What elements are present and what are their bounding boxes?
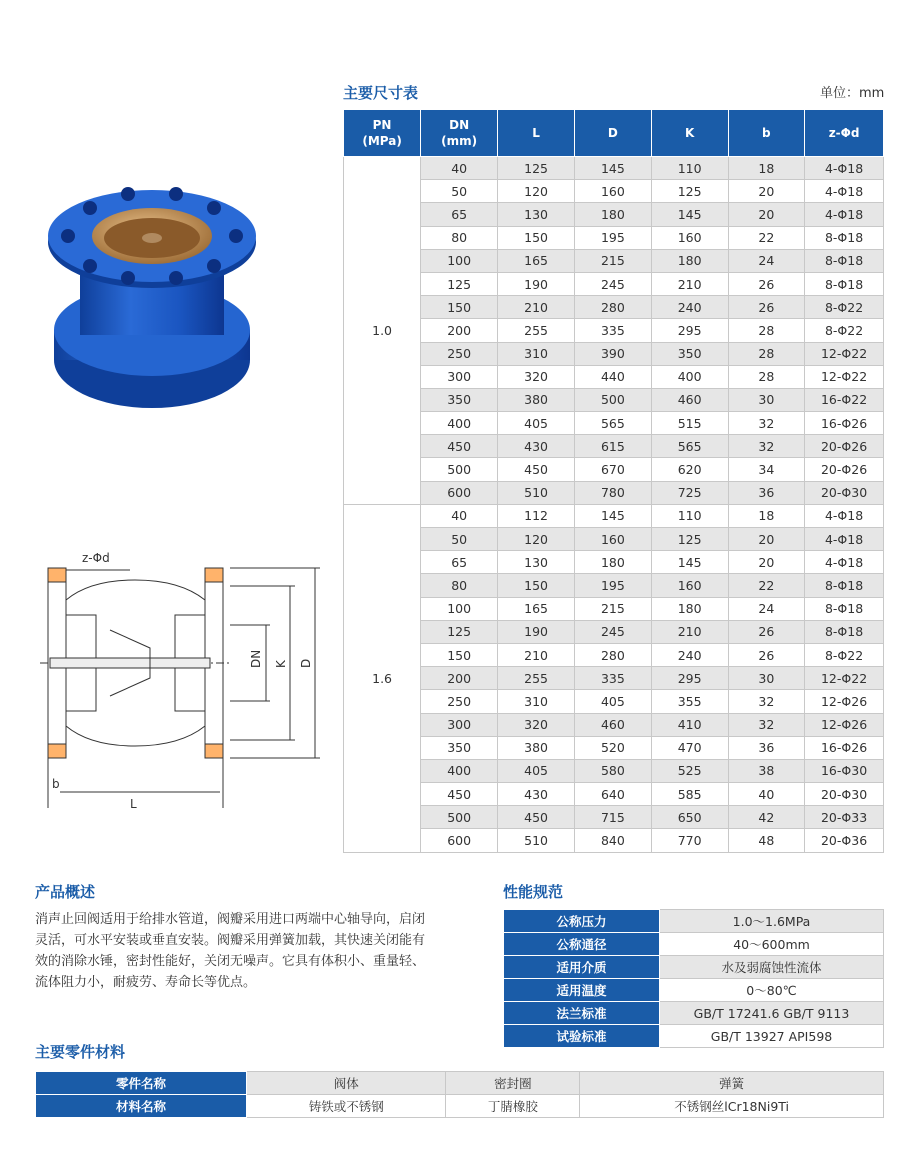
table-cell: 450 bbox=[421, 783, 498, 806]
overview-title: 产品概述 bbox=[35, 883, 96, 901]
table-cell: 245 bbox=[574, 620, 651, 643]
table-cell: 130 bbox=[498, 203, 575, 226]
table-cell: 615 bbox=[574, 435, 651, 458]
table-row bbox=[36, 1095, 884, 1118]
table-cell: 20 bbox=[728, 180, 805, 203]
section-drawing bbox=[30, 540, 330, 830]
table-cell: 400 bbox=[421, 759, 498, 782]
table-cell: 280 bbox=[574, 643, 651, 666]
table-cell: 20-Φ26 bbox=[805, 435, 884, 458]
table-cell: 770 bbox=[651, 829, 728, 852]
table-cell: 36 bbox=[728, 481, 805, 504]
table-row bbox=[344, 574, 884, 597]
overview-line: 效的消除水锤，密封性能好，关闭无噪声。它具有体积小、重量轻、 bbox=[35, 954, 426, 969]
table-cell: 380 bbox=[498, 736, 575, 759]
table-cell: 40 bbox=[421, 157, 498, 180]
table-cell: 40 bbox=[728, 783, 805, 806]
table-row bbox=[504, 1002, 884, 1025]
table-cell: 180 bbox=[574, 551, 651, 574]
table-cell: 32 bbox=[728, 690, 805, 713]
table-cell: 450 bbox=[498, 806, 575, 829]
table-row bbox=[344, 388, 884, 411]
dimension-table bbox=[343, 109, 884, 853]
table-cell: 180 bbox=[651, 249, 728, 272]
material-cell: 不锈钢丝lCr18Ni9Ti bbox=[580, 1095, 884, 1118]
table-cell: 280 bbox=[574, 296, 651, 319]
part-name-cell: 阀体 bbox=[247, 1072, 446, 1095]
table-row bbox=[504, 956, 884, 979]
table-row bbox=[344, 412, 884, 435]
perf-label: 适用温度 bbox=[504, 979, 660, 1002]
table-cell: 640 bbox=[574, 783, 651, 806]
drawing-dn-label: DN bbox=[249, 649, 263, 668]
table-cell: 715 bbox=[574, 806, 651, 829]
drawing-zd-label: z-Φd bbox=[82, 551, 110, 565]
table-cell: 32 bbox=[728, 435, 805, 458]
table-cell: 12-Φ22 bbox=[805, 365, 884, 388]
table-cell: 8-Φ18 bbox=[805, 597, 884, 620]
table-cell: 40 bbox=[421, 504, 498, 527]
table-cell: 48 bbox=[728, 829, 805, 852]
table-cell: 245 bbox=[574, 272, 651, 295]
table-cell: 250 bbox=[421, 690, 498, 713]
materials-title: 主要零件材料 bbox=[35, 1043, 126, 1061]
table-cell: 4-Φ18 bbox=[805, 528, 884, 551]
table-cell: 24 bbox=[728, 597, 805, 620]
table-cell: 310 bbox=[498, 342, 575, 365]
table-cell: 28 bbox=[728, 365, 805, 388]
table-cell: 405 bbox=[574, 690, 651, 713]
table-cell: 240 bbox=[651, 296, 728, 319]
table-cell: 165 bbox=[498, 597, 575, 620]
table-cell: 20 bbox=[728, 528, 805, 551]
table-cell: 320 bbox=[498, 713, 575, 736]
table-cell: 160 bbox=[651, 574, 728, 597]
table-cell: 160 bbox=[651, 226, 728, 249]
table-cell: 350 bbox=[421, 736, 498, 759]
table-cell: 430 bbox=[498, 435, 575, 458]
table-cell: 400 bbox=[651, 365, 728, 388]
table-row bbox=[344, 690, 884, 713]
table-cell: 520 bbox=[574, 736, 651, 759]
table-row bbox=[344, 342, 884, 365]
table-cell: 840 bbox=[574, 829, 651, 852]
table-cell: 125 bbox=[651, 180, 728, 203]
table-cell: 80 bbox=[421, 574, 498, 597]
table-cell: 20-Φ36 bbox=[805, 829, 884, 852]
perf-label: 公称通径 bbox=[504, 933, 660, 956]
materials-table bbox=[35, 1071, 884, 1118]
table-cell: 145 bbox=[651, 203, 728, 226]
table-cell: 180 bbox=[651, 597, 728, 620]
table-cell: 300 bbox=[421, 713, 498, 736]
drawing-d-label: D bbox=[299, 658, 313, 668]
table-cell: 620 bbox=[651, 458, 728, 481]
table-cell: 350 bbox=[421, 388, 498, 411]
perf-label: 试验标准 bbox=[504, 1025, 660, 1048]
overview-text bbox=[35, 909, 465, 993]
table-cell: 165 bbox=[498, 249, 575, 272]
table-cell: 310 bbox=[498, 690, 575, 713]
table-row bbox=[504, 910, 884, 933]
table-row bbox=[344, 643, 884, 666]
performance-title: 性能规范 bbox=[503, 883, 564, 901]
table-cell: 4-Φ18 bbox=[805, 551, 884, 574]
table-cell: 125 bbox=[498, 157, 575, 180]
table-cell: 670 bbox=[574, 458, 651, 481]
table-row bbox=[344, 829, 884, 852]
table-row bbox=[344, 528, 884, 551]
table-cell: 210 bbox=[498, 296, 575, 319]
table-row bbox=[344, 319, 884, 342]
table-cell: 30 bbox=[728, 388, 805, 411]
table-cell: 380 bbox=[498, 388, 575, 411]
drawing-b-label: b bbox=[52, 777, 60, 791]
table-cell: 145 bbox=[651, 551, 728, 574]
table-row bbox=[344, 504, 884, 527]
table-cell: 565 bbox=[574, 412, 651, 435]
table-cell: 500 bbox=[574, 388, 651, 411]
table-cell: 20-Φ30 bbox=[805, 783, 884, 806]
col-pn: PN (MPa) bbox=[344, 110, 421, 157]
table-cell: 780 bbox=[574, 481, 651, 504]
table-row bbox=[504, 979, 884, 1002]
table-cell: 195 bbox=[574, 226, 651, 249]
table-cell: 8-Φ18 bbox=[805, 249, 884, 272]
table-cell: 125 bbox=[421, 272, 498, 295]
col-k: K bbox=[651, 110, 728, 157]
table-cell: 50 bbox=[421, 180, 498, 203]
table-cell: 150 bbox=[421, 643, 498, 666]
table-row bbox=[344, 435, 884, 458]
table-cell: 8-Φ18 bbox=[805, 574, 884, 597]
table-cell: 150 bbox=[421, 296, 498, 319]
overview-line: 流体阻力小，耐疲劳、寿命长等优点。 bbox=[35, 975, 257, 990]
table-cell: 36 bbox=[728, 736, 805, 759]
table-cell: 16-Φ30 bbox=[805, 759, 884, 782]
table-cell: 725 bbox=[651, 481, 728, 504]
table-cell: 440 bbox=[574, 365, 651, 388]
perf-value: GB/T 13927 API598 bbox=[660, 1025, 884, 1048]
table-cell: 12-Φ26 bbox=[805, 690, 884, 713]
table-row bbox=[344, 759, 884, 782]
table-cell: 390 bbox=[574, 342, 651, 365]
performance-table bbox=[503, 909, 884, 1048]
table-cell: 145 bbox=[574, 504, 651, 527]
table-cell: 12-Φ26 bbox=[805, 713, 884, 736]
table-cell: 65 bbox=[421, 203, 498, 226]
valve-photo bbox=[40, 180, 270, 420]
perf-label: 适用介质 bbox=[504, 956, 660, 979]
table-cell: 600 bbox=[421, 829, 498, 852]
pn-cell: 1.0 bbox=[344, 157, 421, 505]
table-cell: 28 bbox=[728, 342, 805, 365]
table-cell: 600 bbox=[421, 481, 498, 504]
table-cell: 30 bbox=[728, 667, 805, 690]
table-cell: 16-Φ26 bbox=[805, 412, 884, 435]
table-cell: 20 bbox=[728, 203, 805, 226]
table-cell: 125 bbox=[421, 620, 498, 643]
table-row bbox=[344, 783, 884, 806]
table-cell: 20 bbox=[728, 551, 805, 574]
table-cell: 350 bbox=[651, 342, 728, 365]
table-cell: 12-Φ22 bbox=[805, 667, 884, 690]
perf-value: 1.0～1.6MPa bbox=[660, 910, 884, 933]
table-cell: 32 bbox=[728, 713, 805, 736]
table-row bbox=[504, 1025, 884, 1048]
table-row bbox=[344, 226, 884, 249]
table-cell: 22 bbox=[728, 574, 805, 597]
table-cell: 12-Φ22 bbox=[805, 342, 884, 365]
table-cell: 8-Φ18 bbox=[805, 272, 884, 295]
material-name-label: 材料名称 bbox=[36, 1095, 247, 1118]
table-cell: 160 bbox=[574, 528, 651, 551]
table-row bbox=[344, 157, 884, 180]
table-row bbox=[504, 933, 884, 956]
table-row bbox=[344, 551, 884, 574]
table-cell: 190 bbox=[498, 272, 575, 295]
table-cell: 8-Φ18 bbox=[805, 226, 884, 249]
table-cell: 460 bbox=[574, 713, 651, 736]
perf-label: 公称压力 bbox=[504, 910, 660, 933]
table-cell: 24 bbox=[728, 249, 805, 272]
table-cell: 112 bbox=[498, 504, 575, 527]
table-cell: 320 bbox=[498, 365, 575, 388]
table-row bbox=[344, 597, 884, 620]
table-row bbox=[344, 620, 884, 643]
table-cell: 145 bbox=[574, 157, 651, 180]
table-cell: 50 bbox=[421, 528, 498, 551]
table-cell: 26 bbox=[728, 620, 805, 643]
table-cell: 16-Φ26 bbox=[805, 736, 884, 759]
table-cell: 300 bbox=[421, 365, 498, 388]
table-cell: 215 bbox=[574, 597, 651, 620]
table-cell: 470 bbox=[651, 736, 728, 759]
table-cell: 200 bbox=[421, 667, 498, 690]
table-row bbox=[36, 1072, 884, 1095]
table-cell: 150 bbox=[498, 226, 575, 249]
table-cell: 410 bbox=[651, 713, 728, 736]
table-cell: 20-Φ26 bbox=[805, 458, 884, 481]
unit-label: 单位：mm bbox=[820, 86, 885, 101]
col-l: L bbox=[498, 110, 575, 157]
perf-label: 法兰标准 bbox=[504, 1002, 660, 1025]
table-cell: 430 bbox=[498, 783, 575, 806]
table-cell: 110 bbox=[651, 157, 728, 180]
part-name-label: 零件名称 bbox=[36, 1072, 247, 1095]
table-cell: 580 bbox=[574, 759, 651, 782]
table-cell: 26 bbox=[728, 296, 805, 319]
table-row bbox=[344, 203, 884, 226]
overview-line: 灵活，可水平安装或垂直安装。阀瓣采用弹簧加载，其快速关闭能有 bbox=[35, 933, 426, 948]
perf-value: 40～600mm bbox=[660, 933, 884, 956]
table-cell: 80 bbox=[421, 226, 498, 249]
table-cell: 65 bbox=[421, 551, 498, 574]
table-cell: 16-Φ22 bbox=[805, 388, 884, 411]
col-zd: z-Φd bbox=[805, 110, 884, 157]
table-cell: 585 bbox=[651, 783, 728, 806]
table-row bbox=[344, 458, 884, 481]
table-cell: 510 bbox=[498, 481, 575, 504]
table-row bbox=[344, 180, 884, 203]
table-row bbox=[344, 736, 884, 759]
table-cell: 210 bbox=[651, 272, 728, 295]
table-cell: 32 bbox=[728, 412, 805, 435]
table-cell: 255 bbox=[498, 667, 575, 690]
table-cell: 4-Φ18 bbox=[805, 504, 884, 527]
table-cell: 255 bbox=[498, 319, 575, 342]
table-cell: 34 bbox=[728, 458, 805, 481]
table-cell: 160 bbox=[574, 180, 651, 203]
table-cell: 515 bbox=[651, 412, 728, 435]
table-cell: 190 bbox=[498, 620, 575, 643]
table-cell: 26 bbox=[728, 643, 805, 666]
table-cell: 120 bbox=[498, 180, 575, 203]
table-row bbox=[344, 272, 884, 295]
col-d: D bbox=[574, 110, 651, 157]
table-cell: 120 bbox=[498, 528, 575, 551]
table-cell: 4-Φ18 bbox=[805, 203, 884, 226]
table-row bbox=[344, 713, 884, 736]
table-cell: 180 bbox=[574, 203, 651, 226]
table-cell: 20-Φ30 bbox=[805, 481, 884, 504]
table-cell: 20-Φ33 bbox=[805, 806, 884, 829]
table-cell: 295 bbox=[651, 319, 728, 342]
table-cell: 240 bbox=[651, 643, 728, 666]
table-cell: 8-Φ22 bbox=[805, 319, 884, 342]
table-cell: 335 bbox=[574, 319, 651, 342]
table-row bbox=[344, 296, 884, 319]
table-cell: 4-Φ18 bbox=[805, 157, 884, 180]
col-dn: DN (mm) bbox=[421, 110, 498, 157]
table-cell: 250 bbox=[421, 342, 498, 365]
part-name-cell: 密封圈 bbox=[446, 1072, 580, 1095]
table-row bbox=[344, 365, 884, 388]
table-cell: 650 bbox=[651, 806, 728, 829]
drawing-l-label: L bbox=[130, 797, 137, 811]
table-cell: 400 bbox=[421, 412, 498, 435]
table-cell: 4-Φ18 bbox=[805, 180, 884, 203]
drawing-k-label: K bbox=[274, 660, 288, 668]
col-b: b bbox=[728, 110, 805, 157]
perf-value: 水及弱腐蚀性流体 bbox=[660, 956, 884, 979]
table-cell: 195 bbox=[574, 574, 651, 597]
table-cell: 500 bbox=[421, 806, 498, 829]
table-cell: 450 bbox=[421, 435, 498, 458]
table-cell: 210 bbox=[651, 620, 728, 643]
table-cell: 28 bbox=[728, 319, 805, 342]
table-cell: 200 bbox=[421, 319, 498, 342]
material-cell: 铸铁或不锈钢 bbox=[247, 1095, 446, 1118]
table-cell: 215 bbox=[574, 249, 651, 272]
table-cell: 150 bbox=[498, 574, 575, 597]
table-cell: 565 bbox=[651, 435, 728, 458]
table-cell: 18 bbox=[728, 157, 805, 180]
table-cell: 38 bbox=[728, 759, 805, 782]
dimension-title: 主要尺寸表 bbox=[343, 84, 419, 102]
table-cell: 8-Φ22 bbox=[805, 643, 884, 666]
table-cell: 460 bbox=[651, 388, 728, 411]
table-cell: 405 bbox=[498, 759, 575, 782]
table-cell: 125 bbox=[651, 528, 728, 551]
table-row bbox=[344, 667, 884, 690]
table-cell: 18 bbox=[728, 504, 805, 527]
table-cell: 110 bbox=[651, 504, 728, 527]
table-cell: 26 bbox=[728, 272, 805, 295]
table-cell: 500 bbox=[421, 458, 498, 481]
table-cell: 355 bbox=[651, 690, 728, 713]
table-cell: 8-Φ22 bbox=[805, 296, 884, 319]
table-cell: 295 bbox=[651, 667, 728, 690]
table-cell: 450 bbox=[498, 458, 575, 481]
overview-line: 消声止回阀适用于给排水管道，阀瓣采用进口两端中心轴导向，启闭 bbox=[35, 912, 426, 927]
table-cell: 510 bbox=[498, 829, 575, 852]
table-row bbox=[344, 249, 884, 272]
table-cell: 130 bbox=[498, 551, 575, 574]
table-row bbox=[344, 806, 884, 829]
table-cell: 100 bbox=[421, 249, 498, 272]
part-name-cell: 弹簧 bbox=[580, 1072, 884, 1095]
table-cell: 100 bbox=[421, 597, 498, 620]
table-row bbox=[344, 481, 884, 504]
table-cell: 22 bbox=[728, 226, 805, 249]
table-cell: 335 bbox=[574, 667, 651, 690]
table-cell: 42 bbox=[728, 806, 805, 829]
pn-cell: 1.6 bbox=[344, 504, 421, 852]
perf-value: GB/T 17241.6 GB/T 9113 bbox=[660, 1002, 884, 1025]
table-cell: 525 bbox=[651, 759, 728, 782]
perf-value: 0～80℃ bbox=[660, 979, 884, 1002]
material-cell: 丁腈橡胶 bbox=[446, 1095, 580, 1118]
table-cell: 210 bbox=[498, 643, 575, 666]
table-cell: 405 bbox=[498, 412, 575, 435]
table-cell: 8-Φ18 bbox=[805, 620, 884, 643]
